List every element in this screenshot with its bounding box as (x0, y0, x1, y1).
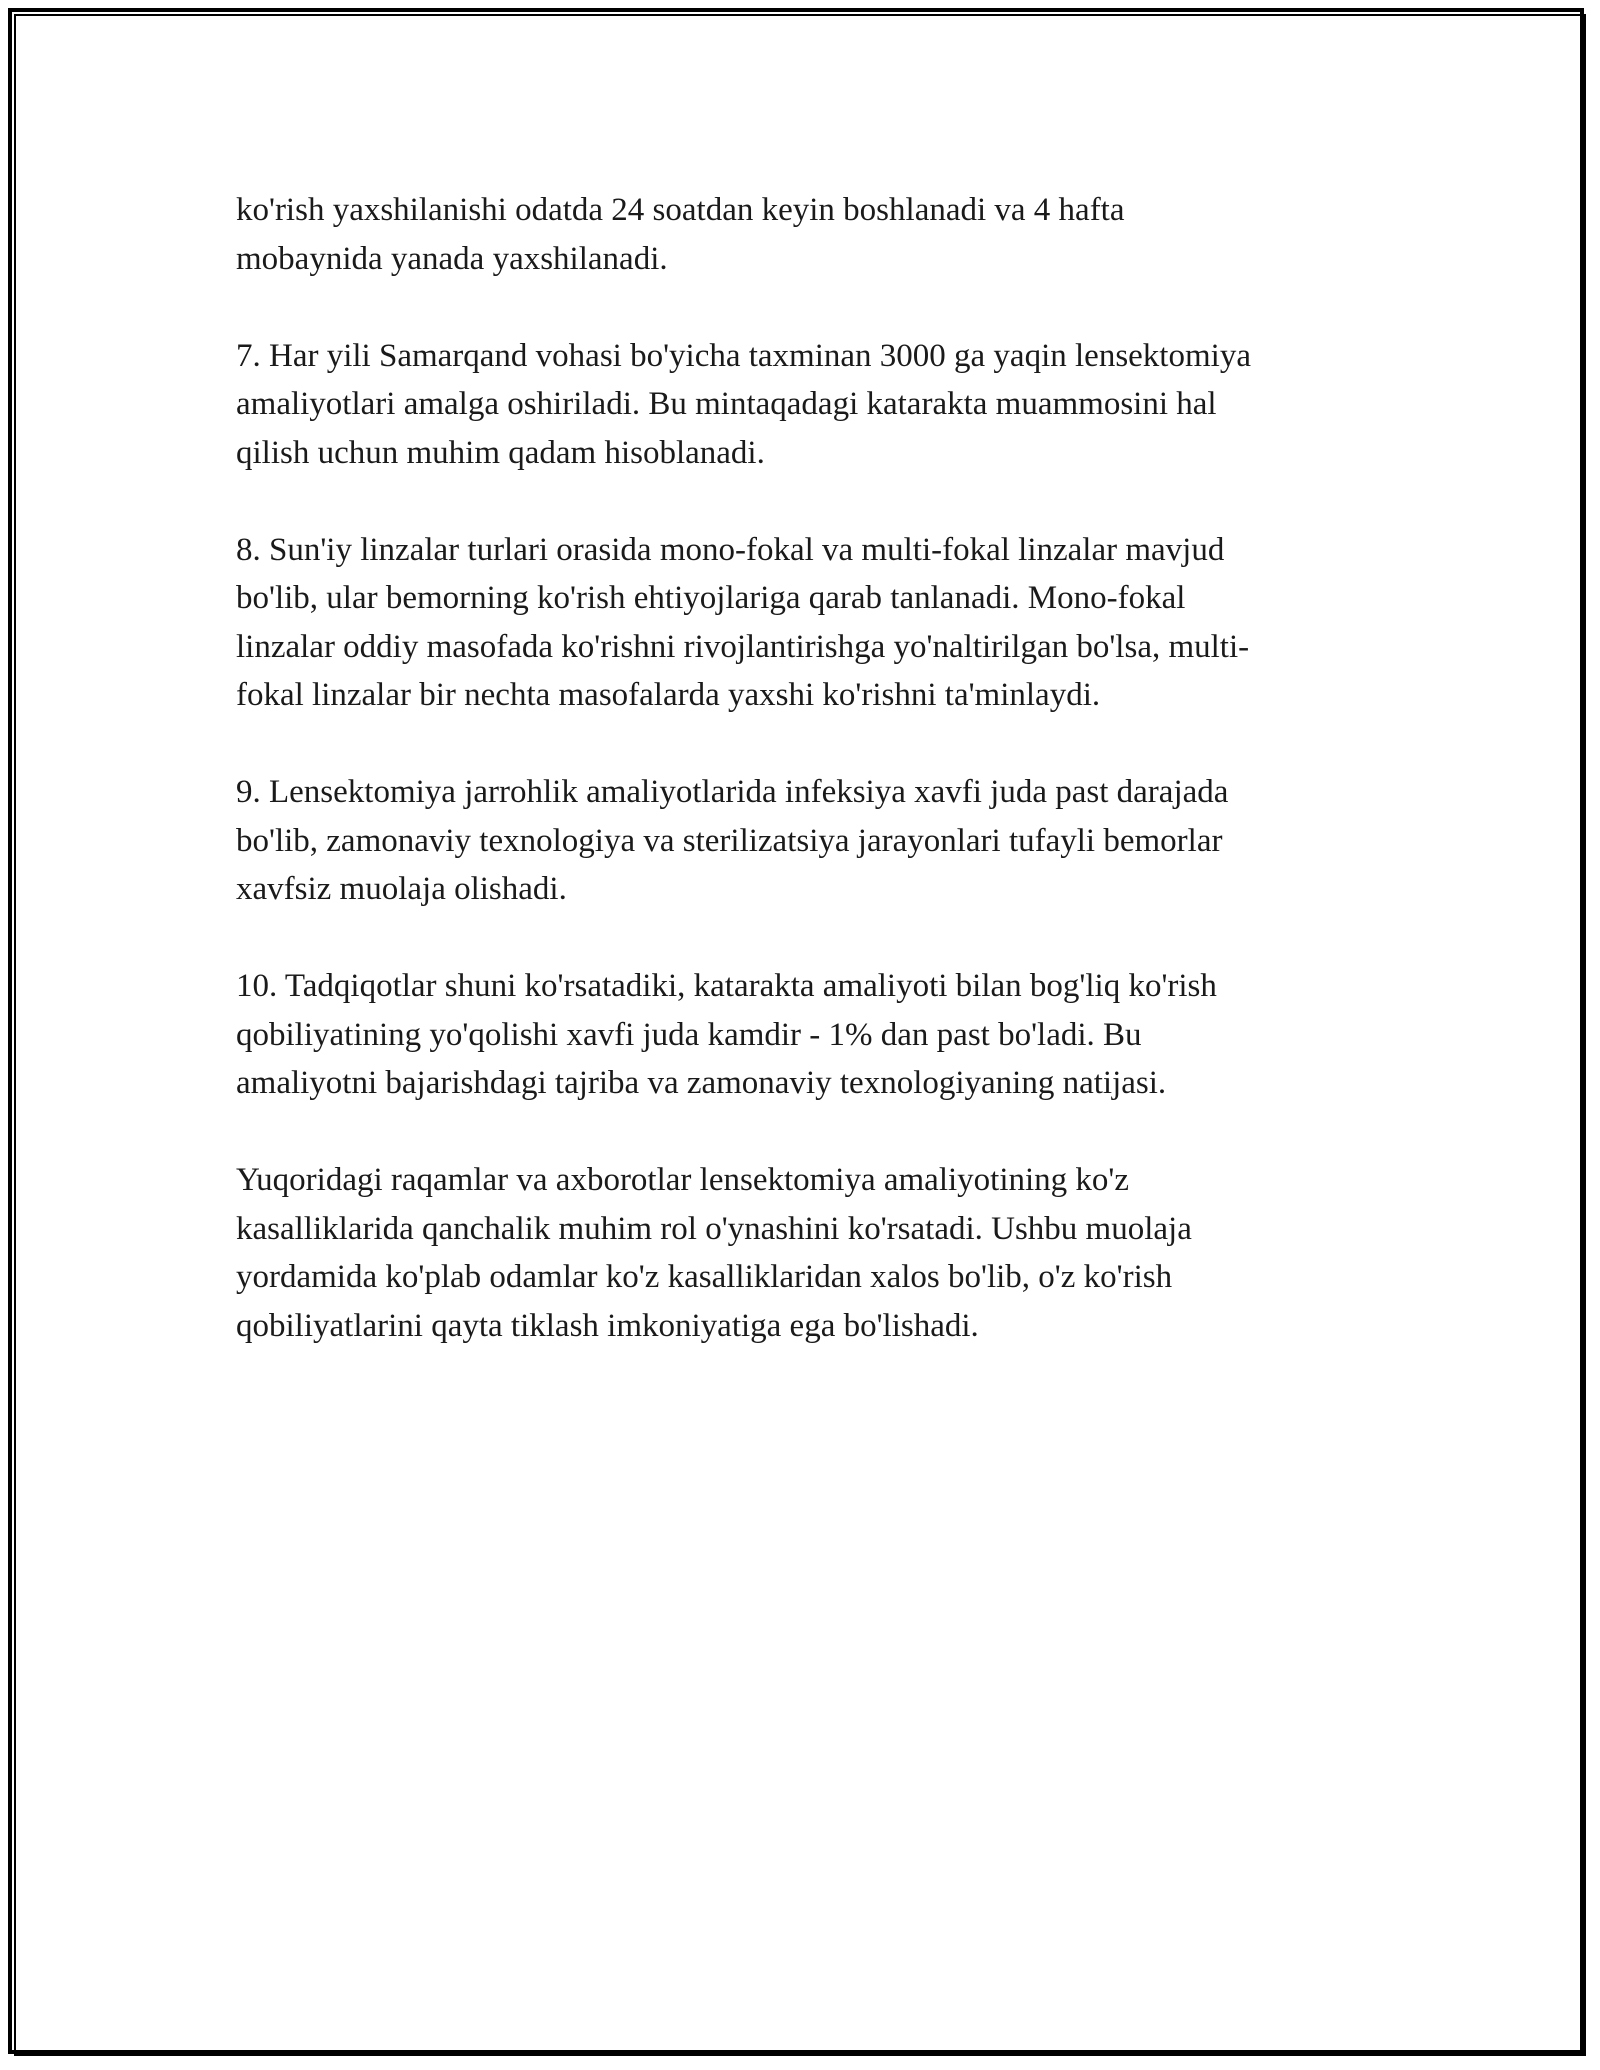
paragraph-continuation: ko'rish yaxshilanishi odatda 24 soatdan keyin boshlanadi va 4 hafta mobaynida yanada yaxshilanadi. (236, 192, 1125, 277)
paragraph-item-7: 7. Har yili Samarqand vohasi bo'yicha taxminan 3000 ga yaqin lensektomiya amaliyotlari amalga oshiriladi. Bu mintaqadagi katarakta muammosini hal qilish uchun muhim qadam hisoblanadi. (236, 337, 1251, 471)
paragraph-item-9: 9. Lensektomiya jarrohlik amaliyotlarida infeksiya xavfi juda past darajada bo'lib, zamonaviy texnologiya va sterilizatsiya jarayonlari tufayli bemorlar xavfsiz muolaja olishadi. (236, 774, 1229, 907)
paragraph-item-10: 10. Tadqiqotlar shuni ko'rsatadiki, katarakta amaliyoti bilan bog'liq ko'rish qobiliyatining yo'qolishi xavfi juda kamdir - 1% dan past bo'ladi. Bu amaliyotni bajarishdagi tajriba va zamonaviy texnologiyaning natijasi. (236, 968, 1217, 1101)
document-body (236, 186, 1366, 1350)
paragraph-item-8: 8. Sun'iy linzalar turlari orasida mono-fokal va multi-fokal linzalar mavjud bo'lib, ular bemorning ko'rish ehtiyojlariga qarab tanlanadi. Mono-fokal linzalar oddiy masofada ko'rishni rivojlantirishga yo'naltirilgan bo'lsa, multi- fokal linzalar bir nechta masofalarda yaxshi ko'rishni ta'minlaydi. (236, 531, 1250, 713)
paragraph-conclusion: Yuqoridagi raqamlar va axborotlar lensektomiya amaliyotining ko'z kasalliklarida qanchalik muhim rol o'ynashini ko'rsatadi. Ushbu muolaja yordamida ko'plab odamlar ko'z kasalliklaridan xalos bo'lib, o'z ko'rish qobiliyatlarini qayta tiklash imkoniyatiga ega bo'lishadi. (236, 1162, 1192, 1344)
